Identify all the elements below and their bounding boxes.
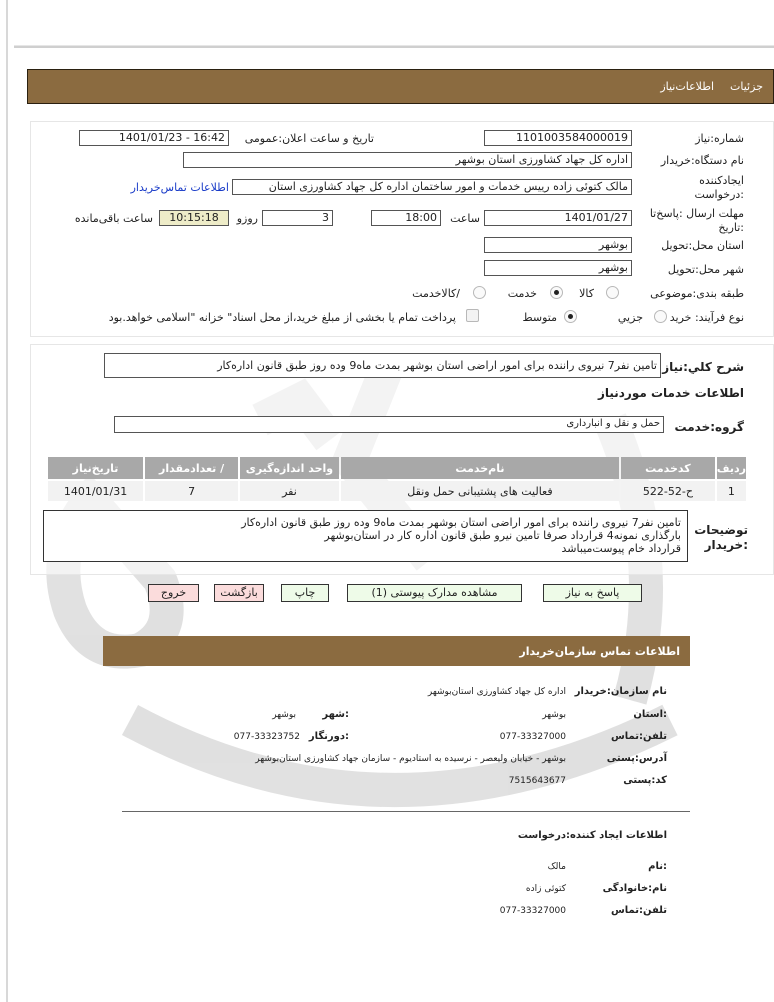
col-code: کدخدمت [621,457,715,479]
deadline-date-field: 1401/01/27 [484,210,632,226]
creator-phone: 077-33327000 [499,906,566,916]
cell-unit: نفر [240,481,339,501]
deadline-label-2: :تاریخ [718,221,744,234]
group-label: گروه:خدمت [674,420,744,434]
table-header-row [48,457,746,479]
services-heading: اطلاعات خدمات موردنیاز [597,386,744,400]
time-label: ساعت [450,212,480,225]
category-radio-service[interactable] [550,286,563,299]
remaining-label: ساعت باقی‌مانده [74,212,153,225]
category-radio-goods-service[interactable] [473,286,486,299]
deadline-label-1: مهلت ارسال :پاسخ‌تا [649,207,744,220]
buyer-contact-link[interactable]: اطلاعات تماس‌خریدار [130,181,229,194]
contact-city: بوشهر [272,710,296,720]
attachments-button[interactable]: مشاهده مدارک پیوستی (1) [347,584,522,602]
services-table [46,455,748,503]
province-label: استان محل:تحویل [661,239,744,252]
buyer-contact-header: اطلاعات تماس سازمان‌خریدار [103,636,690,666]
cell-name: فعالیت های پشتیبانی حمل ونقل [341,481,619,501]
contact-province-label: :استان [633,709,667,720]
creator-label-1: ایجادکننده [699,174,744,187]
buyer-notes-line-3: قرارداد خام پیوست‌میباشد [561,542,681,555]
category-option-service: خدمت [507,287,537,300]
buyer-notes-line-1: تامین نفر7 نیروی راننده برای امور اراضی استان بوشهر بمدت ماه9 وده روز طبق قانون اداره‌کار [241,516,681,529]
contact-org: اداره کل جهاد کشاورزی استان‌بوشهر [427,687,566,697]
table-row [48,481,746,501]
col-quantity: / تعدادمقدار [145,457,238,479]
city-field: بوشهر [484,260,632,276]
col-name: نام‌خدمت [341,457,619,479]
contact-fax: 077-33323752 [233,732,300,742]
contact-postal-label: کد:پستی [623,775,667,786]
creator-field: مالک کتوئی زاده رییس خدمات و امور ساختمان اداره کل جهاد کشاورزی استان [232,179,632,195]
summary-field: تامین نفر7 نیروی راننده برای امور اراضی استان بوشهر بمدت ماه9 وده روز طبق قانون اداره‌کار [104,353,661,378]
tab-need-info[interactable]: اطلاعات‌نیاز [660,80,715,93]
reply-button[interactable]: پاسخ به نیاز [543,584,642,602]
days-label: روزو [236,212,258,225]
creator-info-title: اطلاعات ایجاد کننده:درخواست [517,830,667,841]
exit-button[interactable]: خروج [148,584,199,602]
need-number-label: شماره:نیاز [695,132,744,145]
summary-label: شرح کلي:نیاز [662,360,744,374]
cell-date: 1401/01/31 [48,481,143,501]
contact-postal: 7515643677 [508,776,566,786]
buyer-org-label: نام دستگاه:خریدار [660,154,744,167]
category-label: طبقه بندی:موضوعی [650,287,744,300]
buyer-notes-label-2: :خریدار [704,538,748,552]
process-option-minor: جزیي [617,311,643,324]
contact-address: بوشهر - خیابان ولیعصر - نرسیده به استادیوم - سازمان جهاد کشاورزی استان‌بوشهر [255,754,566,764]
buyer-notes-line-2: بارگذاری نمونه4 قرارداد صرفا تامین نیرو طبق قانون اداره کار در استان‌بوشهر [324,529,681,542]
creator-last-name-label: نام:خانوادگی [602,883,667,894]
back-button[interactable]: بازگشت [214,584,264,602]
city-label: شهر محل:تحویل [667,263,744,276]
remaining-time-field: 10:15:18 [159,210,229,226]
col-date: تاریخ‌نیاز [48,457,143,479]
left-border [6,0,8,1002]
contact-phone: 077-33327000 [499,732,566,742]
group-field: حمل و نقل و انبارداری [114,416,664,433]
process-radio-minor[interactable] [654,310,667,323]
category-option-goods: کالا [579,287,594,300]
tab-details[interactable]: جزئیات [730,80,763,93]
buyer-notes-label-1: توضیحات [694,523,748,537]
treasury-note: پرداخت تمام یا بخشی از مبلغ خرید،از محل اسناد" خزانه "اسلامی خواهد.بود [108,311,456,324]
cell-row: 1 [717,481,746,501]
details-header-bar [27,69,774,104]
top-divider [14,45,774,48]
buyer-notes-box [43,510,688,562]
creator-first-name: مالک [547,862,566,872]
section-divider [122,811,690,812]
col-unit: واحد اندازه‌گیری [240,457,339,479]
category-radio-goods[interactable] [606,286,619,299]
announce-label: تاریخ و ساعت اعلان:عمومی [244,132,374,145]
deadline-time-field: 18:00 [371,210,441,226]
buyer-org-field: اداره کل جهاد کشاورزی استان بوشهر [183,152,632,168]
process-radio-medium[interactable] [564,310,577,323]
creator-last-name: کتوئی زاده [525,884,566,894]
cell-code: ح-52-522 [621,481,715,501]
process-option-medium: متوسط [522,311,557,324]
creator-first-name-label: :نام [648,861,667,872]
contact-org-label: نام سازمان:خریدار [574,686,667,697]
creator-phone-label: تلفن:تماس [610,905,667,916]
contact-city-label: :شهر [322,709,349,720]
contact-province: بوشهر [542,710,566,720]
need-number-field: 1101003584000019 [484,130,632,146]
process-label: نوع فرآیند: خرید [669,311,744,324]
col-row: ردیف [717,457,746,479]
contact-phone-label: تلفن:تماس [610,731,667,742]
creator-label-2: :درخواست [694,188,744,201]
category-option-goods-service: /کالاخدمت [412,287,460,300]
province-field: بوشهر [484,237,632,253]
treasury-checkbox[interactable] [466,309,479,322]
announce-date-field: 1401/01/23 - 16:42 [79,130,229,146]
print-button[interactable]: چاپ [281,584,329,602]
cell-quantity: 7 [145,481,238,501]
days-remaining-field: 3 [262,210,333,226]
contact-fax-label: :دورنگار [308,731,349,742]
contact-address-label: آدرس:پستی [606,753,667,764]
